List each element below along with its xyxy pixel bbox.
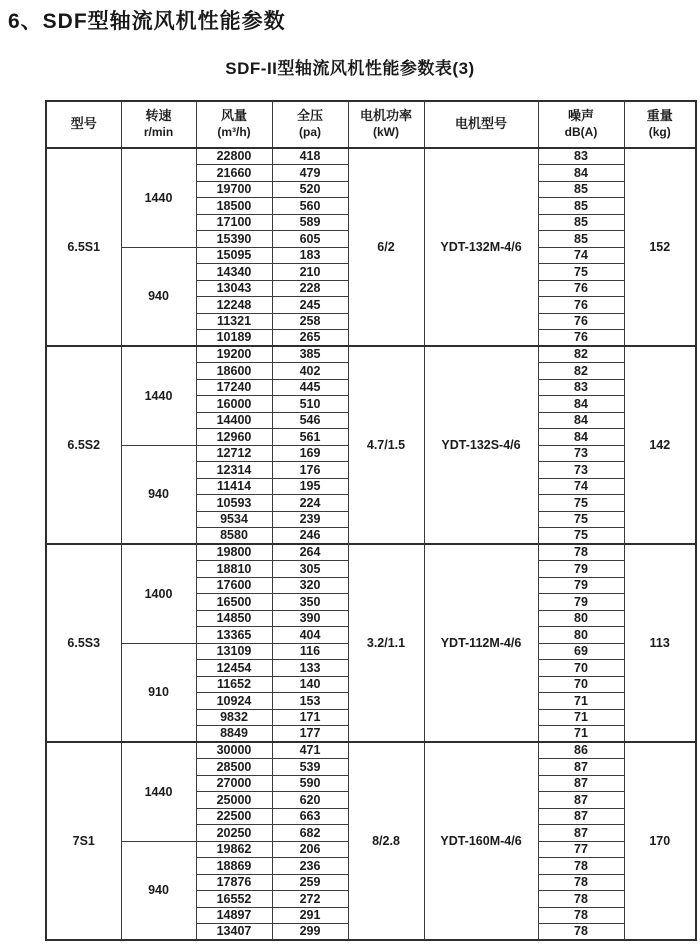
header-speed-label: 转速 [145, 108, 172, 124]
pressure-cell: 177 [272, 726, 348, 743]
airflow-cell: 18810 [196, 561, 272, 578]
pressure-cell: 206 [272, 841, 348, 858]
noise-cell: 78 [538, 544, 624, 561]
airflow-cell: 13407 [196, 924, 272, 941]
airflow-cell: 25000 [196, 792, 272, 809]
pressure-cell: 682 [272, 825, 348, 842]
table-row [46, 742, 696, 759]
speed-cell: 1400 [121, 544, 196, 643]
table-header [46, 101, 696, 148]
airflow-cell: 12712 [196, 445, 272, 462]
airflow-cell: 14400 [196, 412, 272, 429]
pressure-cell: 620 [272, 792, 348, 809]
pressure-cell: 305 [272, 561, 348, 578]
speed-cell: 940 [121, 445, 196, 544]
header-noise [538, 101, 624, 148]
airflow-cell: 14897 [196, 907, 272, 924]
noise-cell: 75 [538, 495, 624, 512]
pressure-cell: 169 [272, 445, 348, 462]
pressure-cell: 479 [272, 165, 348, 182]
pressure-cell: 259 [272, 874, 348, 891]
speed-cell: 1440 [121, 148, 196, 247]
speed-cell: 940 [121, 247, 196, 346]
header-weight-label: 重量 [646, 108, 673, 124]
airflow-cell: 11321 [196, 313, 272, 330]
pressure-cell: 239 [272, 511, 348, 528]
header-model [46, 101, 121, 148]
weight-cell: 170 [624, 742, 696, 940]
airflow-cell: 22500 [196, 808, 272, 825]
airflow-cell: 8849 [196, 726, 272, 743]
noise-cell: 83 [538, 148, 624, 165]
pressure-cell: 663 [272, 808, 348, 825]
header-motor-label: 电机型号 [454, 116, 507, 132]
performance-table [45, 100, 697, 941]
noise-cell: 75 [538, 528, 624, 545]
pressure-cell: 183 [272, 247, 348, 264]
pressure-cell: 245 [272, 297, 348, 314]
airflow-cell: 12248 [196, 297, 272, 314]
noise-cell: 87 [538, 825, 624, 842]
header-power-label: 电机功率 [359, 108, 412, 124]
airflow-cell: 13109 [196, 643, 272, 660]
airflow-cell: 16552 [196, 891, 272, 908]
pressure-cell: 539 [272, 759, 348, 776]
pressure-cell: 520 [272, 181, 348, 198]
header-speed-unit: r/min [143, 125, 174, 140]
motor-cell: YDT-160M-4/6 [424, 742, 538, 940]
motor-cell: YDT-132M-4/6 [424, 148, 538, 346]
pressure-cell: 140 [272, 676, 348, 693]
pressure-cell: 590 [272, 775, 348, 792]
airflow-cell: 17600 [196, 577, 272, 594]
airflow-cell: 11652 [196, 676, 272, 693]
noise-cell: 86 [538, 742, 624, 759]
table-body [46, 148, 696, 940]
noise-cell: 84 [538, 396, 624, 413]
power-cell: 3.2/1.1 [348, 544, 424, 742]
noise-cell: 74 [538, 478, 624, 495]
noise-cell: 85 [538, 231, 624, 248]
noise-cell: 75 [538, 511, 624, 528]
noise-cell: 70 [538, 660, 624, 677]
pressure-cell: 510 [272, 396, 348, 413]
pressure-cell: 264 [272, 544, 348, 561]
noise-cell: 84 [538, 165, 624, 182]
airflow-cell: 27000 [196, 775, 272, 792]
noise-cell: 79 [538, 561, 624, 578]
noise-cell: 87 [538, 759, 624, 776]
pressure-cell: 350 [272, 594, 348, 611]
pressure-cell: 195 [272, 478, 348, 495]
pressure-cell: 116 [272, 643, 348, 660]
pressure-cell: 385 [272, 346, 348, 363]
airflow-cell: 17100 [196, 214, 272, 231]
speed-cell: 940 [121, 841, 196, 940]
pressure-cell: 291 [272, 907, 348, 924]
airflow-cell: 17876 [196, 874, 272, 891]
pressure-cell: 605 [272, 231, 348, 248]
noise-cell: 85 [538, 181, 624, 198]
pressure-cell: 471 [272, 742, 348, 759]
speed-cell: 1440 [121, 742, 196, 841]
noise-cell: 76 [538, 313, 624, 330]
header-weight-unit: (kg) [648, 125, 671, 140]
noise-cell: 78 [538, 858, 624, 875]
noise-cell: 84 [538, 412, 624, 429]
airflow-cell: 18600 [196, 363, 272, 380]
pressure-cell: 589 [272, 214, 348, 231]
pressure-cell: 210 [272, 264, 348, 281]
pressure-cell: 176 [272, 462, 348, 479]
header-noise-label: 噪声 [567, 108, 594, 124]
airflow-cell: 12960 [196, 429, 272, 446]
airflow-cell: 11414 [196, 478, 272, 495]
pressure-cell: 445 [272, 379, 348, 396]
noise-cell: 69 [538, 643, 624, 660]
airflow-cell: 15390 [196, 231, 272, 248]
noise-cell: 78 [538, 907, 624, 924]
noise-cell: 80 [538, 627, 624, 644]
pressure-cell: 561 [272, 429, 348, 446]
pressure-cell: 546 [272, 412, 348, 429]
airflow-cell: 18869 [196, 858, 272, 875]
noise-cell: 80 [538, 610, 624, 627]
pressure-cell: 272 [272, 891, 348, 908]
airflow-cell: 10593 [196, 495, 272, 512]
noise-cell: 85 [538, 214, 624, 231]
airflow-cell: 9832 [196, 709, 272, 726]
page-title: 6、SDF型轴流风机性能参数 [8, 10, 286, 33]
header-speed [121, 101, 196, 148]
airflow-cell: 20250 [196, 825, 272, 842]
header-pressure-unit: (pa) [299, 125, 321, 140]
header-motor [424, 101, 538, 148]
model-cell: 6.5S2 [46, 346, 121, 544]
pressure-cell: 133 [272, 660, 348, 677]
airflow-cell: 13043 [196, 280, 272, 297]
power-cell: 8/2.8 [348, 742, 424, 940]
weight-cell: 152 [624, 148, 696, 346]
table-row [46, 346, 696, 363]
noise-cell: 79 [538, 577, 624, 594]
header-pressure-label: 全压 [296, 108, 323, 124]
header-pressure [272, 101, 348, 148]
header-noise-unit: dB(A) [564, 125, 598, 140]
weight-cell: 113 [624, 544, 696, 742]
pressure-cell: 299 [272, 924, 348, 941]
airflow-cell: 8580 [196, 528, 272, 545]
airflow-cell: 19200 [196, 346, 272, 363]
header-power-unit: (kW) [373, 125, 399, 140]
airflow-cell: 30000 [196, 742, 272, 759]
noise-cell: 77 [538, 841, 624, 858]
noise-cell: 85 [538, 198, 624, 215]
airflow-cell: 16000 [196, 396, 272, 413]
noise-cell: 73 [538, 445, 624, 462]
weight-cell: 142 [624, 346, 696, 544]
airflow-cell: 21660 [196, 165, 272, 182]
pressure-cell: 171 [272, 709, 348, 726]
noise-cell: 87 [538, 808, 624, 825]
noise-cell: 76 [538, 297, 624, 314]
pressure-cell: 258 [272, 313, 348, 330]
pressure-cell: 560 [272, 198, 348, 215]
airflow-cell: 28500 [196, 759, 272, 776]
pressure-cell: 246 [272, 528, 348, 545]
pressure-cell: 404 [272, 627, 348, 644]
noise-cell: 76 [538, 280, 624, 297]
noise-cell: 78 [538, 924, 624, 941]
noise-cell: 76 [538, 330, 624, 347]
noise-cell: 70 [538, 676, 624, 693]
noise-cell: 82 [538, 346, 624, 363]
pressure-cell: 153 [272, 693, 348, 710]
pressure-cell: 320 [272, 577, 348, 594]
pressure-cell: 390 [272, 610, 348, 627]
header-power [348, 101, 424, 148]
noise-cell: 78 [538, 874, 624, 891]
airflow-cell: 14340 [196, 264, 272, 281]
table-title: SDF-II型轴流风机性能参数表(3) [225, 59, 475, 78]
pressure-cell: 265 [272, 330, 348, 347]
power-cell: 6/2 [348, 148, 424, 346]
airflow-cell: 22800 [196, 148, 272, 165]
noise-cell: 75 [538, 264, 624, 281]
airflow-cell: 10189 [196, 330, 272, 347]
noise-cell: 78 [538, 891, 624, 908]
noise-cell: 87 [538, 775, 624, 792]
airflow-cell: 18500 [196, 198, 272, 215]
noise-cell: 71 [538, 726, 624, 743]
motor-cell: YDT-112M-4/6 [424, 544, 538, 742]
airflow-cell: 19800 [196, 544, 272, 561]
noise-cell: 73 [538, 462, 624, 479]
table-row [46, 544, 696, 561]
airflow-cell: 19700 [196, 181, 272, 198]
motor-cell: YDT-132S-4/6 [424, 346, 538, 544]
header-airflow-unit: (m³/h) [217, 125, 251, 140]
pressure-cell: 224 [272, 495, 348, 512]
pressure-cell: 236 [272, 858, 348, 875]
noise-cell: 71 [538, 709, 624, 726]
noise-cell: 84 [538, 429, 624, 446]
pressure-cell: 418 [272, 148, 348, 165]
airflow-cell: 15095 [196, 247, 272, 264]
header-model-label: 型号 [70, 116, 97, 132]
model-cell: 7S1 [46, 742, 121, 940]
header-airflow-label: 风量 [220, 108, 247, 124]
airflow-cell: 9534 [196, 511, 272, 528]
airflow-cell: 17240 [196, 379, 272, 396]
noise-cell: 82 [538, 363, 624, 380]
airflow-cell: 12314 [196, 462, 272, 479]
header-row [46, 101, 696, 148]
airflow-cell: 10924 [196, 693, 272, 710]
airflow-cell: 14850 [196, 610, 272, 627]
noise-cell: 74 [538, 247, 624, 264]
speed-cell: 910 [121, 643, 196, 742]
table-row [46, 148, 696, 165]
header-weight [624, 101, 696, 148]
power-cell: 4.7/1.5 [348, 346, 424, 544]
noise-cell: 83 [538, 379, 624, 396]
airflow-cell: 16500 [196, 594, 272, 611]
pressure-cell: 228 [272, 280, 348, 297]
noise-cell: 71 [538, 693, 624, 710]
model-cell: 6.5S3 [46, 544, 121, 742]
airflow-cell: 12454 [196, 660, 272, 677]
airflow-cell: 19862 [196, 841, 272, 858]
noise-cell: 87 [538, 792, 624, 809]
speed-cell: 1440 [121, 346, 196, 445]
pressure-cell: 402 [272, 363, 348, 380]
model-cell: 6.5S1 [46, 148, 121, 346]
airflow-cell: 13365 [196, 627, 272, 644]
noise-cell: 79 [538, 594, 624, 611]
header-airflow [196, 101, 272, 148]
